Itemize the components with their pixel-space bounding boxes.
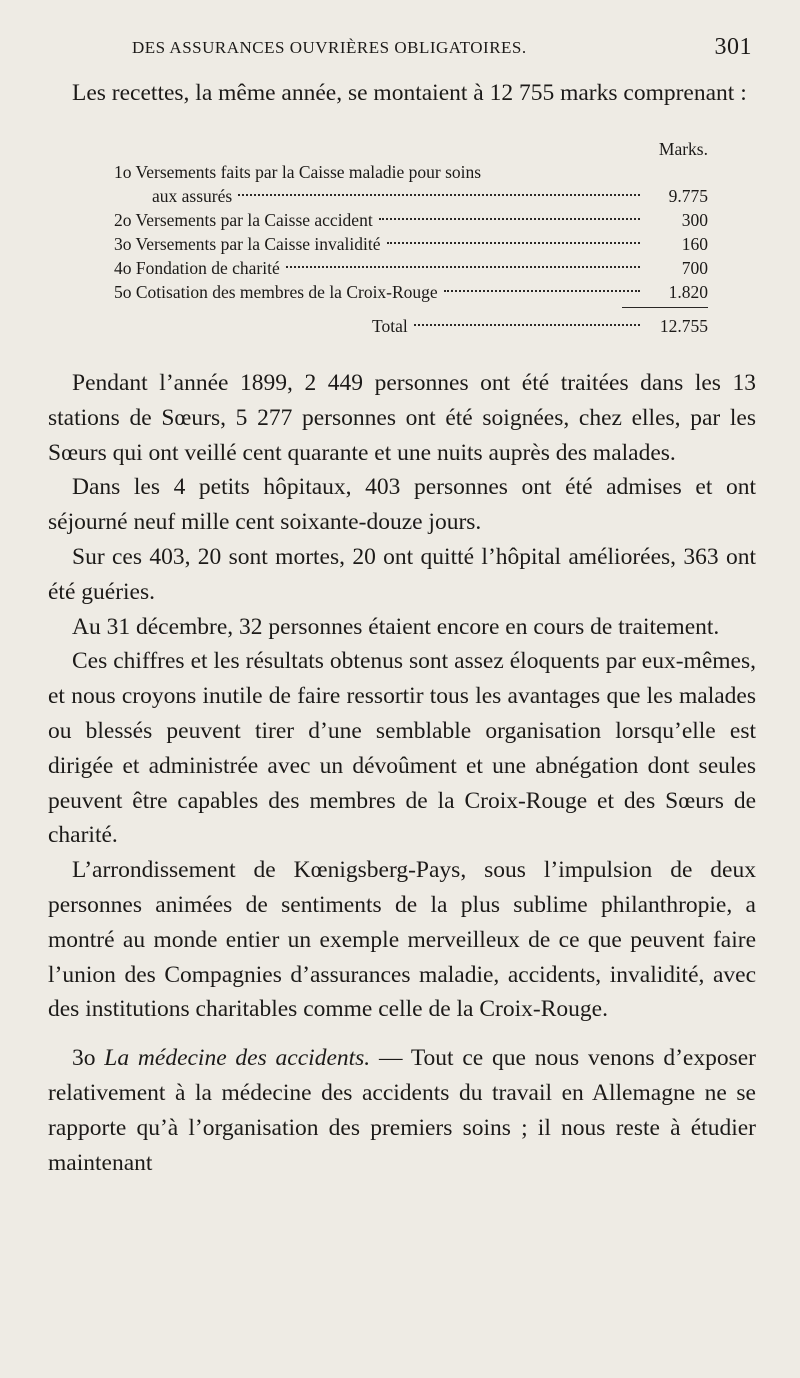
- dot-leader: [238, 194, 640, 196]
- paragraph: Dans les 4 petits hôpitaux, 403 personnes ont été admises et ont séjourné neuf mille cent soixante-douze jours.: [48, 474, 756, 536]
- receipt-value: 160: [681, 234, 708, 254]
- dot-leader: [414, 324, 640, 326]
- section-paragraph: [48, 1041, 756, 1180]
- receipt-label: 1o Versements faits par la Caisse maladie pour soins: [114, 162, 482, 182]
- paragraph: Sur ces 403, 20 sont mortes, 20 ont quitté l’hôpital améliorées, 363 ont été guéries.: [48, 543, 756, 605]
- receipt-row: [114, 184, 708, 208]
- receipt-value: 300: [681, 210, 708, 230]
- paragraph: L’arrondissement de Kœnigsberg-Pays, sous l’impulsion de deux personnes animées de sentiments de la plus sublime philanthropie, a montré au monde entier un exemple merveilleux de ce que peuvent faire l’union des Compagnies d’assurances maladie, accidents, invalidité, avec des institutions charitables comme celle de la Croix-Rouge.: [48, 857, 756, 1023]
- section-text: — Tout ce que nous venons d’exposer relativement à la médecine des accidents du travail en Allemagne ne se rapporte qu’à l’organisation des premiers soins ; il nous reste à étudier maintenant: [48, 1045, 756, 1176]
- receipt-row: [114, 160, 708, 184]
- units-label: Marks.: [658, 139, 708, 159]
- total-label: Total: [372, 316, 408, 336]
- total-row: [114, 314, 708, 338]
- section-title: La médecine des accidents.: [104, 1045, 371, 1072]
- paragraph: Au 31 décembre, 32 personnes étaient encore en cours de traitement.: [72, 613, 720, 640]
- receipt-value: 700: [681, 258, 708, 278]
- dot-leader: [444, 290, 640, 292]
- paragraph: Pendant l’année 1899, 2 449 personnes ont été traitées dans les 13 stations de Sœurs, 5 277 personnes ont été soignées, chez elles, par les Sœurs qui ont veillé cent quarante et une nuits auprès des malades.: [48, 370, 756, 466]
- total-value: 12.755: [659, 316, 708, 336]
- receipts-table: [114, 138, 708, 338]
- total-rule: [622, 307, 708, 308]
- body-text: [48, 366, 756, 1180]
- receipt-row: [114, 256, 708, 280]
- receipt-row: [114, 232, 708, 256]
- receipt-label: 5o Cotisation des membres de la Croix-Rouge: [114, 282, 438, 302]
- dot-leader: [379, 218, 640, 220]
- receipt-value: 1.820: [668, 282, 708, 302]
- receipt-label: 3o Versements par la Caisse invalidité: [114, 234, 381, 254]
- running-head: [132, 34, 752, 64]
- page-number: 301: [714, 34, 752, 60]
- receipt-row: [114, 280, 708, 304]
- receipt-label: 2o Versements par la Caisse accident: [114, 210, 373, 230]
- receipt-value: 9.775: [668, 186, 708, 206]
- section-number: 3o: [72, 1045, 96, 1072]
- running-title: DES ASSURANCES OUVRIÈRES OBLIGATOIRES.: [132, 38, 527, 57]
- intro-block: [48, 76, 756, 111]
- paragraph: Ces chiffres et les résultats obtenus sont assez éloquents par eux-mêmes, et nous croyons inutile de faire ressortir tous les avantages que les malades ou blessés peuvent tirer d’une semblable organisation lorsqu’elle est dirigée et administrée avec un dévoûment et une abnégation dont seules peuvent être capables des membres de la Croix-Rouge et des Sœurs de charité.: [48, 648, 756, 849]
- dot-leader: [286, 266, 640, 268]
- receipt-row: [114, 208, 708, 232]
- receipt-label: aux assurés: [152, 186, 233, 206]
- dot-leader: [387, 242, 641, 244]
- intro-paragraph: Les recettes, la même année, se montaient à 12 755 marks comprenant :: [72, 80, 747, 106]
- receipt-label: 4o Fondation de charité: [114, 258, 280, 278]
